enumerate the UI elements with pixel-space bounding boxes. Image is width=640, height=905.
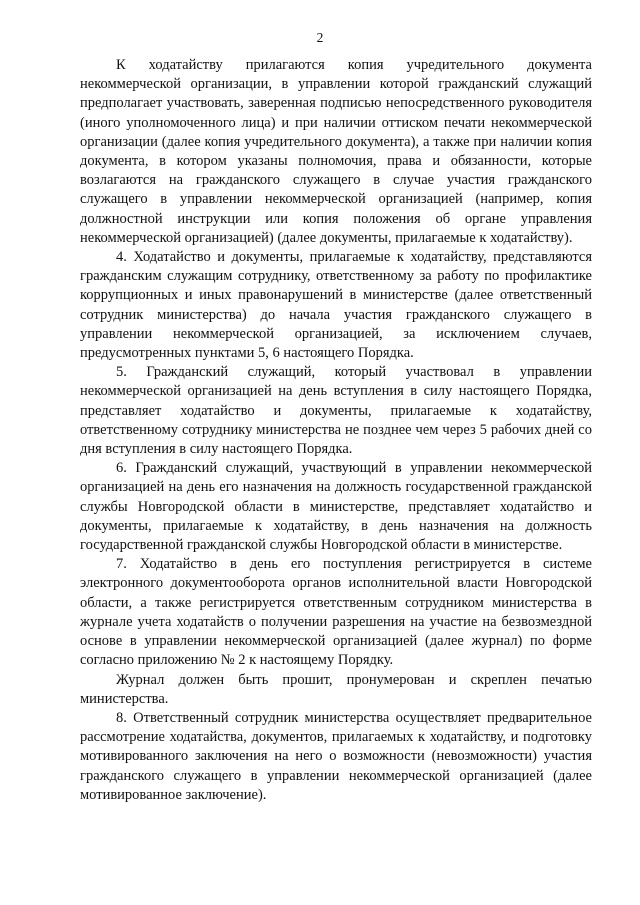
paragraph-item-6: 6. Гражданский служащий, участвующий в управлении некоммерческой организацией на день его назначения на должность государственной гражданской службы Новгородской области в министерстве, представляет ходатайство и документы, прилагаемые к ходатайству, в день назначения на должность государственной гражданской службы Новгородской области в министерстве. [80,460,592,554]
paragraph-item-8: 8. Ответственный сотрудник министерства осуществляет предварительное рассмотрение ходатайства, документов, прилагаемых к ходатайству, и подготовку мотивированного заключения на него о возможности (невозможности) участия гражданского служащего в управлении некоммерческой организацией (далее мотивированное заключение). [80,709,592,803]
paragraph-item-5: 5. Гражданский служащий, который участвовал в управлении некоммерческой организацией на день вступления в силу настоящего Порядка, представляет ходатайство и документы, прилагаемые к ходатайству, ответственному сотруднику министерства не позднее чем через 5 рабочих дней со дня вступления в силу настоящего Порядка. [80,364,592,458]
page-number: 2 [316,30,324,45]
paragraph-item-4: 4. Ходатайство и документы, прилагаемые к ходатайству, представляются гражданским служащим сотруднику, ответственному за работу по профилактике коррупционных и иных правонарушений в министерстве (далее ответственный сотрудник министерства) до начала участия гражданского служащего в управлении некоммерческой организацией, за исключением случаев, предусмотренных пунктами 5, 6 настоящего Порядка. [80,249,592,362]
paragraph-attachments: К ходатайству прилагаются копия учредительного документа некоммерческой организации, в управлении которой гражданский служащий предполагает участвовать, заверенная подписью непосредственного руководителя (иного уполномоченного лица) и при наличии оттиском печати некоммерческой организации (далее копия учредительного документа), а также при наличии копия документа, в котором указаны полномочия, права и обязанности, которые возлагаются на гражданского служащего в случае участия гражданского служащего в управлении некоммерческой организацией (например, копия должностной инструкции или копия положения об органе управления некоммерческой организацией) (далее документы, прилагаемые к ходатайству). [80,57,592,246]
document-body [80,56,592,805]
paragraph-journal: Журнал должен быть прошит, пронумерован и скреплен печатью министерства. [80,671,592,707]
paragraph-item-7: 7. Ходатайство в день его поступления регистрируется в системе электронного документооборота органов исполнительной власти Новгородской области, а также регистрируется ответственным сотрудником министерства в журнале учета ходатайств о получении разрешения на участие на безвозмездной основе в управлении некоммерческой организацией (далее журнал) по форме согласно приложению № 2 к настоящему Порядку. [80,556,592,669]
